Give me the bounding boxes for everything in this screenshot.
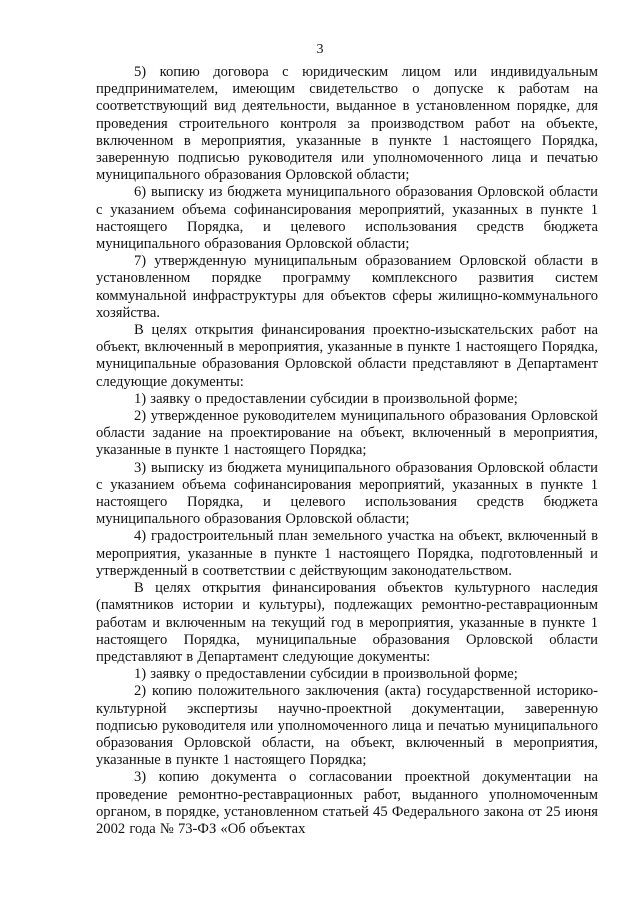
document-body: [96, 64, 598, 838]
paragraph-design-item-1: 1) заявку о предоставлении субсидии в произвольной форме;: [134, 390, 518, 407]
page-number: 3: [316, 42, 324, 57]
paragraph-design-survey-intro: В целях открытия финансирования проектно-изыскательских работ на объект, включенный в мероприятия, указанные в пункте 1 настоящего Порядка, муниципальные образования Орловской области представляют в Департамент следующие документы:: [96, 322, 598, 390]
paragraph-design-item-3: 3) выписку из бюджета муниципального образования Орловской области с указанием объема софинансирования мероприятий, указанных в пункте 1 настоящего Порядка, и целевого использования средств бюджета муниципального образования Орловской области;: [96, 459, 598, 528]
paragraph-heritage-item-3: 3) копию документа о согласовании проектной документации на проведение ремонтно-реставрационных работ, выданного уполномоченным органом, в порядке, установленном статьей 45 Федерального закона от 25 июня 2002 года № 73-ФЗ «Об объектах: [96, 769, 598, 837]
paragraph-item-5: 5) копию договора с юридическим лицом или индивидуальным предпринимателем, имеющим свидетельство о допуске к работам на соответствующий вид деятельности, выданное в установленном порядке, для проведения строительного контроля за производством работ на объекте, включенном в мероприятия, указанные в пункте 1 настоящего Порядка, заверенную подписью руководителя или уполномоченного лица и печатью муниципального образования Орловской области;: [96, 64, 598, 184]
paragraph-heritage-intro: В целях открытия финансирования объектов культурного наследия (памятников истории и культуры), подлежащих ремонтно-реставрационным работам и включенным на текущий год в мероприятия, указанные в пункте 1 настоящего Порядка, муниципальные образования Орловской области представляют в Департамент следующие документы:: [96, 580, 598, 665]
paragraph-heritage-item-1: 1) заявку о предоставлении субсидии в произвольной форме;: [134, 666, 518, 683]
paragraph-item-7: 7) утвержденную муниципальным образованием Орловской области в установленном порядке программу комплексного развития систем коммунальной инфраструктуры для объектов сферы жилищно-коммунального хозяйства.: [96, 253, 598, 321]
paragraph-design-item-2: 2) утвержденное руководителем муниципального образования Орловской области задание на проектирование на объект, включенный в мероприятия, указанные в пункте 1 настоящего Порядка;: [96, 408, 598, 459]
paragraph-heritage-item-2: 2) копию положительного заключения (акта) государственной историко-культурной экспертизы научно-проектной документации, заверенную подписью руководителя или уполномоченного лица и печатью муниципального образования Орловской области, на объект, включенный в мероприятия, указанные в пункте 1 настоящего Порядка;: [96, 683, 598, 769]
paragraph-design-item-4: 4) градостроительный план земельного участка на объект, включенный в мероприятия, указанные в пункте 1 настоящего Порядка, подготовленный и утвержденный в соответствии с действующим законодательством.: [96, 528, 598, 579]
paragraph-item-6: 6) выписку из бюджета муниципального образования Орловской области с указанием объема софинансирования мероприятий, указанных в пункте 1 настоящего Порядка, и целевого использования средств бюджета муниципального образования Орловской области;: [96, 184, 598, 253]
